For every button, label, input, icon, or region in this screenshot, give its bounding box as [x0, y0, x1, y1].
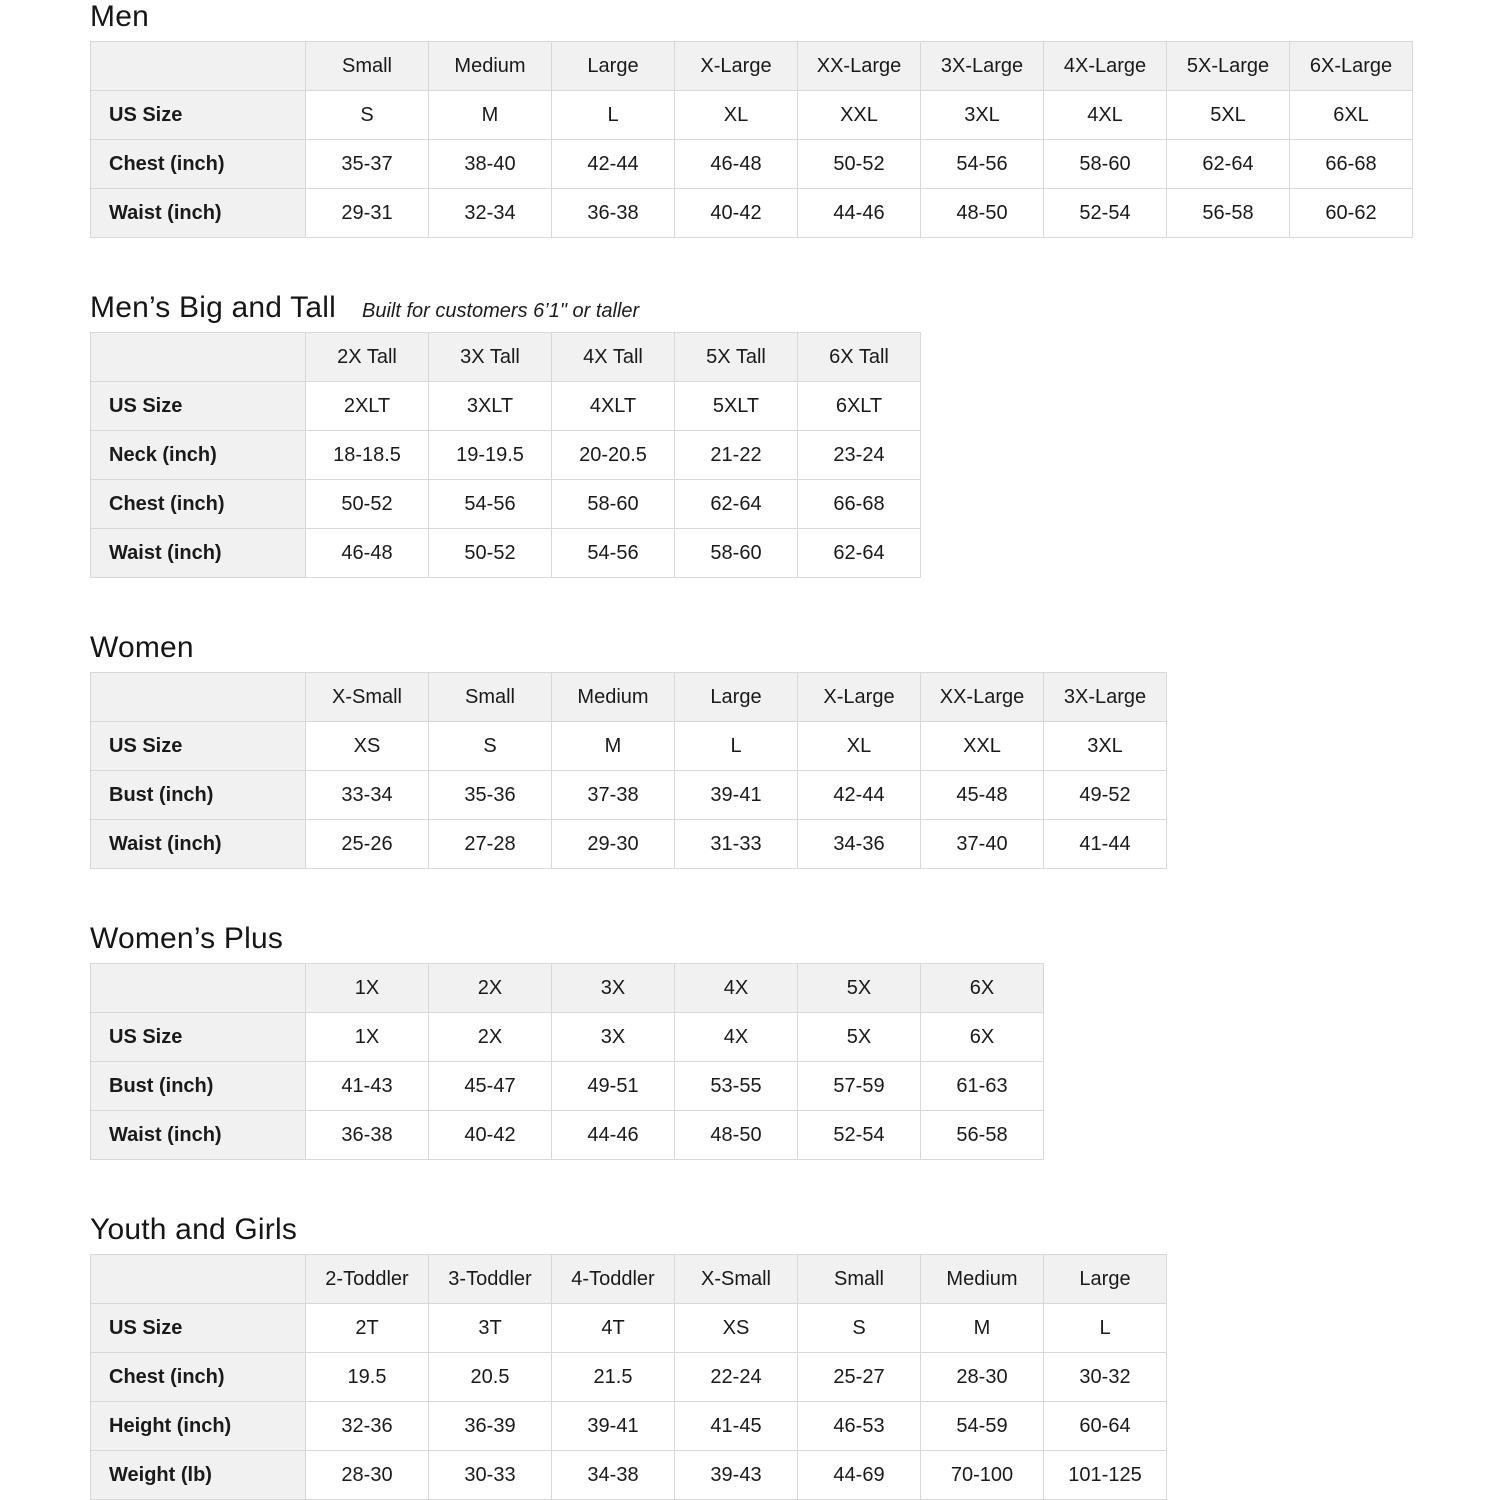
size-cell: 2X — [429, 1013, 552, 1062]
corner-cell — [91, 1255, 306, 1304]
size-cell: 46-48 — [306, 529, 429, 578]
corner-cell — [91, 673, 306, 722]
size-cell: 3X — [552, 1013, 675, 1062]
size-cell: 20-20.5 — [552, 431, 675, 480]
size-cell: 32-36 — [306, 1402, 429, 1451]
size-cell: 36-38 — [306, 1111, 429, 1160]
size-cell: 35-37 — [306, 140, 429, 189]
column-header: XX-Large — [921, 673, 1044, 722]
corner-cell — [91, 42, 306, 91]
size-cell: XXL — [921, 722, 1044, 771]
row-label: Chest (inch) — [91, 1353, 306, 1402]
row-label: Bust (inch) — [91, 771, 306, 820]
row-label: US Size — [91, 1304, 306, 1353]
size-cell: 39-41 — [552, 1402, 675, 1451]
table-row — [91, 1353, 1167, 1402]
size-cell: 54-56 — [552, 529, 675, 578]
column-header: X-Large — [798, 673, 921, 722]
size-cell: 58-60 — [675, 529, 798, 578]
size-cell: 37-40 — [921, 820, 1044, 869]
size-cell: 3T — [429, 1304, 552, 1353]
size-cell: 4XL — [1044, 91, 1167, 140]
column-header: X-Large — [675, 42, 798, 91]
size-cell: M — [921, 1304, 1044, 1353]
size-table-mens-big-and-tall — [90, 332, 921, 578]
section-youth-and-girls — [90, 1215, 1497, 1500]
size-cell: 48-50 — [921, 189, 1044, 238]
size-cell: 25-26 — [306, 820, 429, 869]
size-table-men — [90, 41, 1413, 238]
size-cell: 45-48 — [921, 771, 1044, 820]
size-table-women — [90, 672, 1167, 869]
size-cell: S — [798, 1304, 921, 1353]
section-title-mens-big-and-tall: Men’s Big and Tall — [90, 291, 336, 324]
row-label: US Size — [91, 91, 306, 140]
size-cell: 21-22 — [675, 431, 798, 480]
size-cell: 27-28 — [429, 820, 552, 869]
table-row — [91, 1013, 1044, 1062]
size-cell: 56-58 — [921, 1111, 1044, 1160]
size-cell: 62-64 — [675, 480, 798, 529]
size-cell: 3XL — [921, 91, 1044, 140]
size-cell: 21.5 — [552, 1353, 675, 1402]
size-cell: 101-125 — [1044, 1451, 1167, 1500]
table-row — [91, 771, 1167, 820]
size-cell: 60-62 — [1290, 189, 1413, 238]
column-header: X-Small — [675, 1255, 798, 1304]
size-cell: 4X — [675, 1013, 798, 1062]
size-cell: S — [429, 722, 552, 771]
size-cell: 57-59 — [798, 1062, 921, 1111]
size-table-womens-plus — [90, 963, 1044, 1160]
table-row — [91, 140, 1413, 189]
section-title-womens-plus: Women’s Plus — [90, 922, 284, 955]
column-header-row — [91, 964, 1044, 1013]
column-header: Small — [306, 42, 429, 91]
column-header-row — [91, 673, 1167, 722]
size-cell: XXL — [798, 91, 921, 140]
size-cell: 52-54 — [798, 1111, 921, 1160]
row-label: Height (inch) — [91, 1402, 306, 1451]
section-header-women — [90, 633, 1497, 663]
table-row — [91, 189, 1413, 238]
table-row — [91, 431, 921, 480]
size-cell: 5XL — [1167, 91, 1290, 140]
size-cell: L — [552, 91, 675, 140]
size-cell: 58-60 — [552, 480, 675, 529]
size-cell: 6XL — [1290, 91, 1413, 140]
size-cell: 48-50 — [675, 1111, 798, 1160]
size-cell: 45-47 — [429, 1062, 552, 1111]
size-cell: XS — [675, 1304, 798, 1353]
size-cell: 49-51 — [552, 1062, 675, 1111]
size-cell: 30-32 — [1044, 1353, 1167, 1402]
section-women — [90, 633, 1497, 869]
size-cell: 1X — [306, 1013, 429, 1062]
size-cell: 33-34 — [306, 771, 429, 820]
column-header: 4X-Large — [1044, 42, 1167, 91]
section-subtitle-mens-big-and-tall: Built for customers 6’1" or taller — [361, 300, 640, 322]
size-cell: 46-48 — [675, 140, 798, 189]
column-header: 3-Toddler — [429, 1255, 552, 1304]
table-row — [91, 529, 921, 578]
column-header: 3X-Large — [1044, 673, 1167, 722]
row-label: Bust (inch) — [91, 1062, 306, 1111]
size-cell: 32-34 — [429, 189, 552, 238]
size-cell: XS — [306, 722, 429, 771]
size-cell: 2XLT — [306, 382, 429, 431]
size-cell: 5XLT — [675, 382, 798, 431]
section-header-womens-plus — [90, 924, 1497, 954]
row-label: US Size — [91, 382, 306, 431]
column-header: 4X — [675, 964, 798, 1013]
column-header-row — [91, 333, 921, 382]
size-cell: 36-38 — [552, 189, 675, 238]
column-header: Medium — [921, 1255, 1044, 1304]
size-cell: L — [675, 722, 798, 771]
size-cell: 19-19.5 — [429, 431, 552, 480]
size-cell: 30-33 — [429, 1451, 552, 1500]
column-header: X-Small — [306, 673, 429, 722]
row-label: Chest (inch) — [91, 480, 306, 529]
size-cell: 20.5 — [429, 1353, 552, 1402]
size-cell: 54-59 — [921, 1402, 1044, 1451]
size-cell: 34-38 — [552, 1451, 675, 1500]
size-cell: 42-44 — [798, 771, 921, 820]
size-cell: 40-42 — [429, 1111, 552, 1160]
section-womens-plus — [90, 924, 1497, 1160]
table-row — [91, 722, 1167, 771]
size-cell: 41-44 — [1044, 820, 1167, 869]
size-cell: 61-63 — [921, 1062, 1044, 1111]
column-header: Medium — [429, 42, 552, 91]
size-cell: 39-43 — [675, 1451, 798, 1500]
size-cell: M — [429, 91, 552, 140]
column-header: 2-Toddler — [306, 1255, 429, 1304]
size-cell: 52-54 — [1044, 189, 1167, 238]
row-label: US Size — [91, 722, 306, 771]
size-cell: 23-24 — [798, 431, 921, 480]
size-cell: 66-68 — [1290, 140, 1413, 189]
size-cell: 62-64 — [1167, 140, 1290, 189]
size-cell: 28-30 — [921, 1353, 1044, 1402]
row-label: Weight (lb) — [91, 1451, 306, 1500]
table-row — [91, 1062, 1044, 1111]
size-cell: 49-52 — [1044, 771, 1167, 820]
column-header-row — [91, 1255, 1167, 1304]
size-cell: 44-69 — [798, 1451, 921, 1500]
size-cell: 18-18.5 — [306, 431, 429, 480]
size-cell: 50-52 — [306, 480, 429, 529]
size-cell: 31-33 — [675, 820, 798, 869]
size-cell: 28-30 — [306, 1451, 429, 1500]
size-cell: 40-42 — [675, 189, 798, 238]
section-header-mens-big-and-tall — [90, 293, 1497, 323]
section-header-men — [90, 2, 1497, 32]
size-cell: 37-38 — [552, 771, 675, 820]
column-header: 5X-Large — [1167, 42, 1290, 91]
section-mens-big-and-tall — [90, 293, 1497, 578]
size-cell: 60-64 — [1044, 1402, 1167, 1451]
size-cell: 3XL — [1044, 722, 1167, 771]
column-header: Medium — [552, 673, 675, 722]
size-chart-sections — [90, 2, 1497, 1500]
column-header: 5X — [798, 964, 921, 1013]
size-cell: 2T — [306, 1304, 429, 1353]
column-header-row — [91, 42, 1413, 91]
size-cell: 44-46 — [798, 189, 921, 238]
column-header: Small — [429, 673, 552, 722]
section-title-women: Women — [90, 631, 194, 664]
corner-cell — [91, 964, 306, 1013]
row-label: Neck (inch) — [91, 431, 306, 480]
section-title-youth-and-girls: Youth and Girls — [90, 1213, 298, 1246]
size-cell: 50-52 — [429, 529, 552, 578]
column-header: XX-Large — [798, 42, 921, 91]
column-header: Small — [798, 1255, 921, 1304]
row-label: Waist (inch) — [91, 189, 306, 238]
column-header: 4X Tall — [552, 333, 675, 382]
size-cell: 70-100 — [921, 1451, 1044, 1500]
size-cell: 41-43 — [306, 1062, 429, 1111]
column-header: 3X — [552, 964, 675, 1013]
section-title-men: Men — [90, 0, 149, 33]
column-header: 6X Tall — [798, 333, 921, 382]
size-cell: 50-52 — [798, 140, 921, 189]
size-cell: 35-36 — [429, 771, 552, 820]
size-table-youth-and-girls — [90, 1254, 1167, 1500]
table-row — [91, 91, 1413, 140]
size-cell: 54-56 — [429, 480, 552, 529]
section-header-youth-and-girls — [90, 1215, 1497, 1245]
size-cell: 4T — [552, 1304, 675, 1353]
size-cell: 38-40 — [429, 140, 552, 189]
size-cell: 36-39 — [429, 1402, 552, 1451]
size-cell: 34-36 — [798, 820, 921, 869]
size-cell: 46-53 — [798, 1402, 921, 1451]
row-label: US Size — [91, 1013, 306, 1062]
section-men — [90, 2, 1497, 238]
size-cell: 19.5 — [306, 1353, 429, 1402]
size-cell: 3XLT — [429, 382, 552, 431]
size-cell: 5X — [798, 1013, 921, 1062]
size-cell: XL — [675, 91, 798, 140]
table-row — [91, 480, 921, 529]
row-label: Chest (inch) — [91, 140, 306, 189]
size-cell: 29-30 — [552, 820, 675, 869]
column-header: 2X Tall — [306, 333, 429, 382]
column-header: 1X — [306, 964, 429, 1013]
corner-cell — [91, 333, 306, 382]
column-header: 2X — [429, 964, 552, 1013]
size-cell: 44-46 — [552, 1111, 675, 1160]
column-header: 6X-Large — [1290, 42, 1413, 91]
table-row — [91, 1402, 1167, 1451]
table-row — [91, 1111, 1044, 1160]
row-label: Waist (inch) — [91, 1111, 306, 1160]
size-cell: 29-31 — [306, 189, 429, 238]
row-label: Waist (inch) — [91, 820, 306, 869]
size-cell: 4XLT — [552, 382, 675, 431]
size-cell: 58-60 — [1044, 140, 1167, 189]
size-cell: XL — [798, 722, 921, 771]
row-label: Waist (inch) — [91, 529, 306, 578]
size-cell: L — [1044, 1304, 1167, 1353]
table-row — [91, 382, 921, 431]
size-cell: 6XLT — [798, 382, 921, 431]
column-header: 3X-Large — [921, 42, 1044, 91]
column-header: 4-Toddler — [552, 1255, 675, 1304]
size-cell: 25-27 — [798, 1353, 921, 1402]
table-row — [91, 1451, 1167, 1500]
table-row — [91, 1304, 1167, 1353]
size-cell: 62-64 — [798, 529, 921, 578]
size-cell: 39-41 — [675, 771, 798, 820]
table-row — [91, 820, 1167, 869]
size-cell: M — [552, 722, 675, 771]
column-header: Large — [552, 42, 675, 91]
size-cell: 54-56 — [921, 140, 1044, 189]
column-header: 6X — [921, 964, 1044, 1013]
column-header: Large — [675, 673, 798, 722]
column-header: Large — [1044, 1255, 1167, 1304]
column-header: 5X Tall — [675, 333, 798, 382]
column-header: 3X Tall — [429, 333, 552, 382]
size-cell: 41-45 — [675, 1402, 798, 1451]
size-cell: S — [306, 91, 429, 140]
size-cell: 66-68 — [798, 480, 921, 529]
size-cell: 22-24 — [675, 1353, 798, 1402]
size-cell: 6X — [921, 1013, 1044, 1062]
size-cell: 42-44 — [552, 140, 675, 189]
size-cell: 53-55 — [675, 1062, 798, 1111]
size-cell: 56-58 — [1167, 189, 1290, 238]
